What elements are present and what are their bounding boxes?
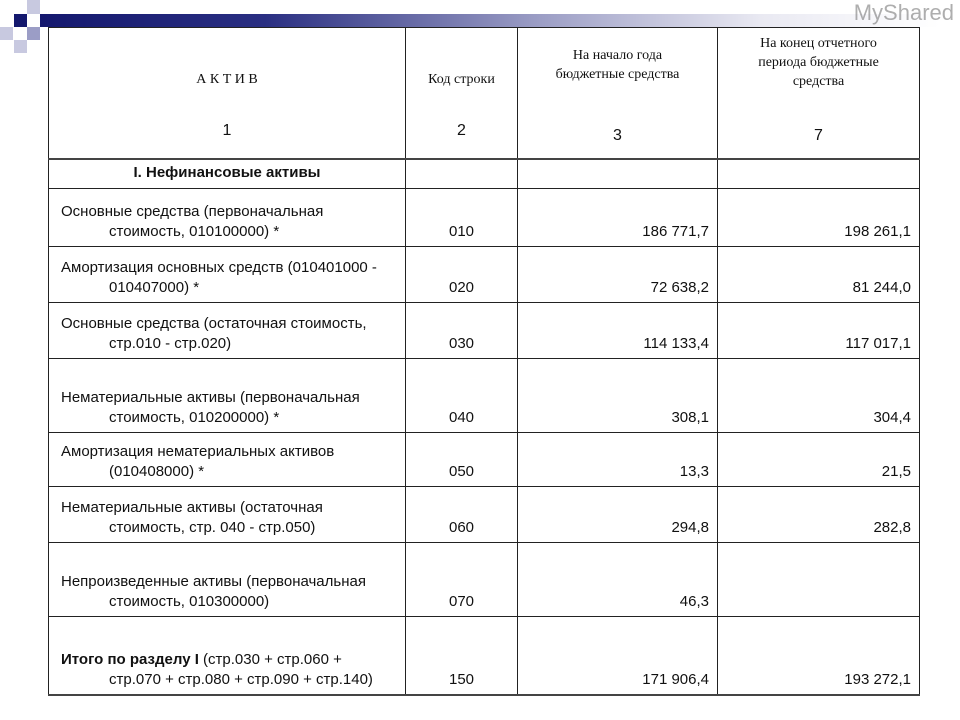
row-end-value [718,543,920,617]
header-label: Код строки [428,72,495,87]
header-gradient-bar [40,14,940,27]
header-start [518,28,718,159]
empty-cell [406,159,518,189]
table-header-row [49,28,920,159]
row-code: 050 [406,433,518,487]
row-code: 020 [406,247,518,303]
header-num: 3 [613,127,622,144]
header-label: На конец отчетного периода бюджетные средства [758,36,879,89]
row-end-value: 304,4 [718,359,920,433]
row-name: Основные средства (остаточная стоимость, стр.010 - стр.020) [49,303,406,359]
total-row [49,617,920,695]
row-name: Амортизация нематериальных активов (010408000) * [49,433,406,487]
total-label: Итого по разделу I [61,650,199,668]
row-name: Нематериальные активы (остаточная стоимость, стр. 040 - стр.050) [49,487,406,543]
section-title: I. Нефинансовые активы [49,159,406,189]
row-name: Непроизведенные активы (первоначальная стоимость, 010300000) [49,543,406,617]
row-end-value: 198 261,1 [718,189,920,247]
header-num: 1 [222,122,232,139]
header-num: 7 [814,127,823,144]
decor-square [27,27,40,40]
header-label: А К Т И В [196,72,258,87]
header-label: На начало года бюджетные средства [555,48,680,82]
row-start-value: 72 638,2 [518,247,718,303]
row-name: Амортизация основных средств (010401000 - 010407000) * [49,247,406,303]
row-name: Основные средства (первоначальная стоимость, 010100000) * [49,189,406,247]
row-code: 040 [406,359,518,433]
total-code: 150 [406,617,518,695]
row-end-value: 282,8 [718,487,920,543]
row-end-value: 81 244,0 [718,247,920,303]
row-code: 010 [406,189,518,247]
row-code: 070 [406,543,518,617]
table-row [49,359,920,433]
row-start-value: 13,3 [518,433,718,487]
total-formula: (стр.030 + стр.060 + стр.070 + стр.080 + стр.090 + стр.140) [109,650,373,688]
row-end-value: 21,5 [718,433,920,487]
total-end-value: 193 272,1 [718,617,920,695]
row-end-value: 117 017,1 [718,303,920,359]
decor-square [14,14,27,27]
table-row [49,433,920,487]
table-row [49,487,920,543]
row-start-value: 294,8 [518,487,718,543]
empty-cell [718,159,920,189]
row-code: 030 [406,303,518,359]
table-row [49,247,920,303]
table-row [49,189,920,247]
total-start-value: 171 906,4 [518,617,718,695]
decor-square [14,40,27,53]
balance-table [48,27,920,696]
row-start-value: 46,3 [518,543,718,617]
row-start-value: 308,1 [518,359,718,433]
table-row [49,543,920,617]
table-row [49,303,920,359]
row-start-value: 186 771,7 [518,189,718,247]
row-code: 060 [406,487,518,543]
row-start-value: 114 133,4 [518,303,718,359]
header-code [406,28,518,159]
header-end [718,28,920,159]
header-num: 2 [457,122,466,139]
empty-cell [518,159,718,189]
header-aktiv [49,28,406,159]
section-row [49,159,920,189]
row-name: Нематериальные активы (первоначальная стоимость, 010200000) * [49,359,406,433]
decor-square [0,27,13,40]
decor-square [27,0,40,14]
total-name [49,617,406,695]
watermark: MyShared [853,0,954,25]
